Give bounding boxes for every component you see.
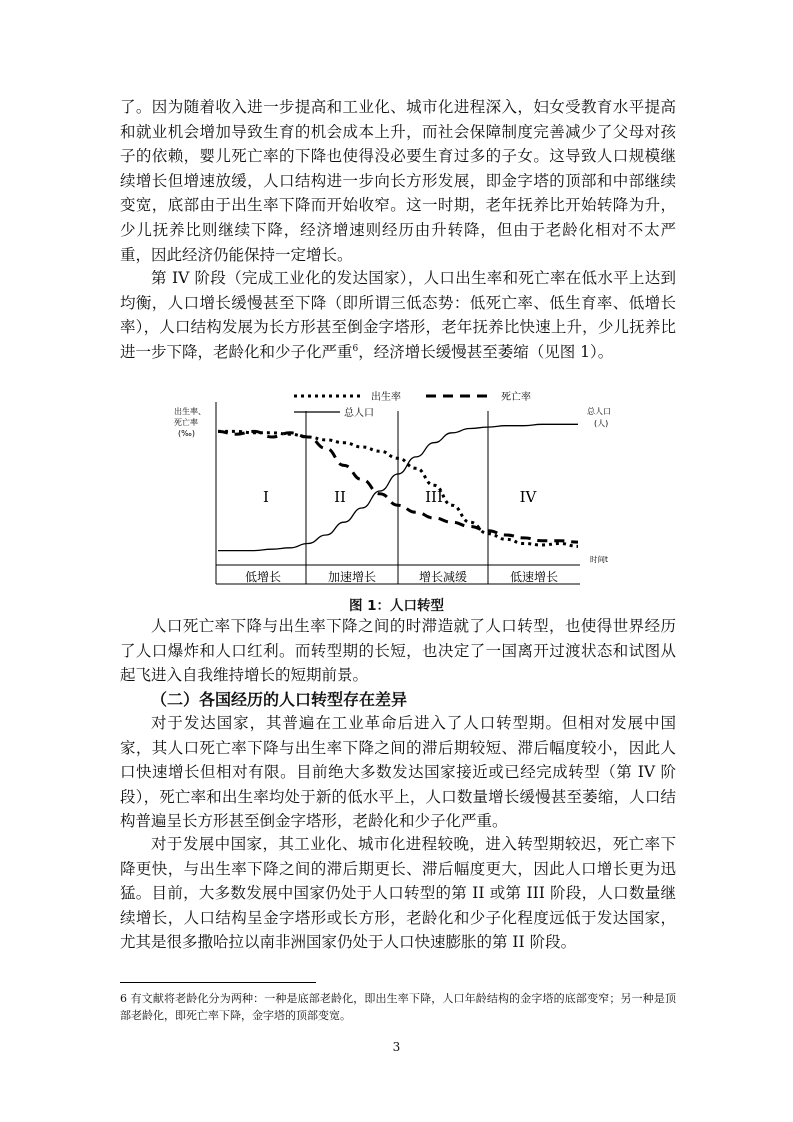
y-right-label-2: (人)	[594, 419, 609, 428]
stage-label-2: 加速增长	[327, 570, 377, 584]
legend-death-label: 死亡率	[501, 392, 531, 403]
paragraph-developed: 对于发达国家，其普遍在工业革命后进入了人口转型期。但相对发展中国家，其人口死亡率下降与出生率下降之间的滞后期较短、滞后幅度较小，因此人口快速增长但相对有限。目前绝大多数发达国家接近或已经完成转型（第 IV 阶段），死亡率和出生率均处于新的低水平上，人口数量增长缓慢甚至萎缩，人口结构普遍呈长方形甚至倒金字塔形，老龄化和少子化严重。	[120, 714, 676, 831]
figure-caption: 图 1：人口转型	[348, 598, 445, 614]
footnote: 6 有文献将老龄化分为两种：一种是底部老龄化，即出生率下降，人口年龄结构的金字塔的底部变窄；另一种是顶部老龄化，即死亡率下降，金字塔的顶部变宽。	[120, 992, 676, 1022]
stage-numeral-2: II	[334, 488, 346, 506]
paragraph-stage-4-text: 第 IV 阶段（完成工业化的发达国家），人口出生率和死亡率在低水平上达到均衡，人口增长缓慢甚至下降（即所谓三低态势：低死亡率、低生育率、低增长率），人口结构发展为长方形甚至倒金字塔形，老年抚养比快速上升，少儿抚养比进一步下降，老龄化和少子化严重	[120, 269, 676, 361]
y-right-label-1: 总人口	[587, 407, 611, 416]
x-axis-label: 时间t	[590, 555, 608, 564]
page-number: 3	[392, 1040, 401, 1054]
stage-numeral-1: I	[263, 488, 269, 506]
stage-label-4: 低速增长	[509, 570, 559, 584]
y-left-label-3: (‰)	[178, 429, 195, 438]
footnote-ref[interactable]: 6	[352, 343, 359, 354]
paragraph-stage-4	[120, 266, 676, 364]
y-left-label-2: 死亡率	[174, 418, 198, 427]
stage-label-1: 低增长	[244, 570, 282, 584]
y-left-label-1: 出生率、	[174, 407, 206, 416]
paragraph-lag: 人口死亡率下降与出生率下降之间的时滞造就了人口转型，也使得世界经历了人口爆炸和人口红利。而转型期的长短，也决定了一国离开过渡状态和试图从起飞进入自我维持增长的短期前景。	[120, 617, 676, 685]
stage-numeral-3: III	[425, 488, 443, 506]
paragraph-stage-4-end: ，经济增长缓慢甚至萎缩（见图 1）。	[358, 342, 614, 361]
paragraph-developing: 对于发展中国家，其工业化、城市化进程较晚，进入转型期较迟，死亡率下降更快，与出生率下降之间的滞后期更长、滞后幅度更大，因此人口增长更为迅猛。目前，大多数发展中国家仍处于人口转型的第 II 或第 III 阶段，人口数量继续增长，人口结构呈金字塔形或长方形，老龄化和少子化程度远低于发达国家，尤其是很多撒哈拉以南非洲国家仍处于人口快速膨胀的第 II 阶段。	[120, 835, 676, 952]
legend-birth-label: 出生率	[371, 392, 401, 403]
population-transition-chart	[168, 384, 622, 592]
stage-numeral-4: IV	[519, 488, 537, 506]
stage-label-3: 增长减缓	[418, 570, 468, 584]
footnote-rule	[120, 982, 316, 983]
paragraph-stage-3-cont: 了。因为随着收入进一步提高和工业化、城市化进程深入，妇女受教育水平提高和就业机会增加导致生育的机会成本上升，而社会保障制度完善减少了父母对孩子的依赖，婴儿死亡率的下降也使得没必要生育过多的子女。这导致人口规模继续增长但增速放缓，人口结构进一步向长方形发展，即金字塔的顶部和中部继续变宽，底部由于出生率下降而开始收窄。这一时期，老年抚养比开始转降为升，少儿抚养比则继续下降，经济增速则经历由升转降，但由于老龄化相对不太严重，因此经济仍能保持一定增长。	[120, 98, 676, 264]
legend-pop-label: 总人口	[344, 408, 374, 419]
section-heading: （二）各国经历的人口转型存在差异	[151, 690, 408, 709]
